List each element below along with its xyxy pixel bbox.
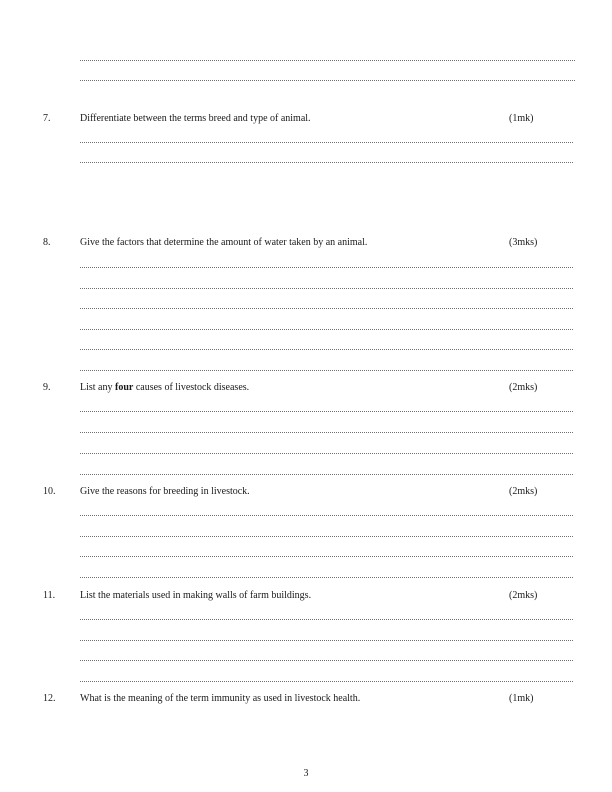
answer-line[interactable] (80, 267, 573, 268)
question-text-before: List any (80, 382, 115, 393)
question-text: What is the meaning of the term immunity as used in livestock health. (80, 693, 361, 704)
answer-line[interactable] (80, 556, 573, 557)
answer-line[interactable] (80, 411, 573, 412)
question-number: 8. (43, 237, 51, 248)
question-number: 7. (43, 113, 51, 124)
answer-line[interactable] (80, 370, 573, 371)
answer-line[interactable] (80, 329, 573, 330)
answer-line[interactable] (80, 577, 573, 578)
answer-line[interactable] (80, 515, 573, 516)
question-number: 9. (43, 382, 51, 393)
answer-line[interactable] (80, 162, 573, 163)
answer-line[interactable] (80, 60, 575, 61)
question-marks: (2mks) (509, 486, 538, 497)
answer-line[interactable] (80, 308, 573, 309)
question-text: Differentiate between the terms breed and type of animal. (80, 113, 311, 124)
answer-line[interactable] (80, 640, 573, 641)
question-text-after: causes of livestock diseases. (133, 382, 250, 393)
question-marks: (1mk) (509, 113, 534, 124)
question-marks: (2mks) (509, 590, 538, 601)
answer-line[interactable] (80, 660, 573, 661)
question-marks: (1mk) (509, 693, 534, 704)
answer-line[interactable] (80, 474, 573, 475)
answer-line[interactable] (80, 80, 575, 81)
question-text: List the materials used in making walls of farm buildings. (80, 590, 312, 601)
question-marks: (3mks) (509, 237, 538, 248)
question-text-emphasis: four (115, 382, 134, 393)
answer-line[interactable] (80, 681, 573, 682)
page-number: 3 (303, 768, 309, 779)
question-text (80, 382, 249, 394)
answer-line[interactable] (80, 432, 573, 433)
answer-line[interactable] (80, 349, 573, 350)
answer-line[interactable] (80, 142, 573, 143)
answer-line[interactable] (80, 619, 573, 620)
question-number: 12. (43, 693, 56, 704)
question-marks: (2mks) (509, 382, 538, 393)
answer-line[interactable] (80, 288, 573, 289)
question-number: 11. (43, 590, 56, 601)
question-text: Give the reasons for breeding in livestock. (80, 486, 250, 497)
question-text: Give the factors that determine the amount of water taken by an animal. (80, 237, 368, 248)
question-number: 10. (43, 486, 56, 497)
answer-line[interactable] (80, 536, 573, 537)
answer-line[interactable] (80, 453, 573, 454)
